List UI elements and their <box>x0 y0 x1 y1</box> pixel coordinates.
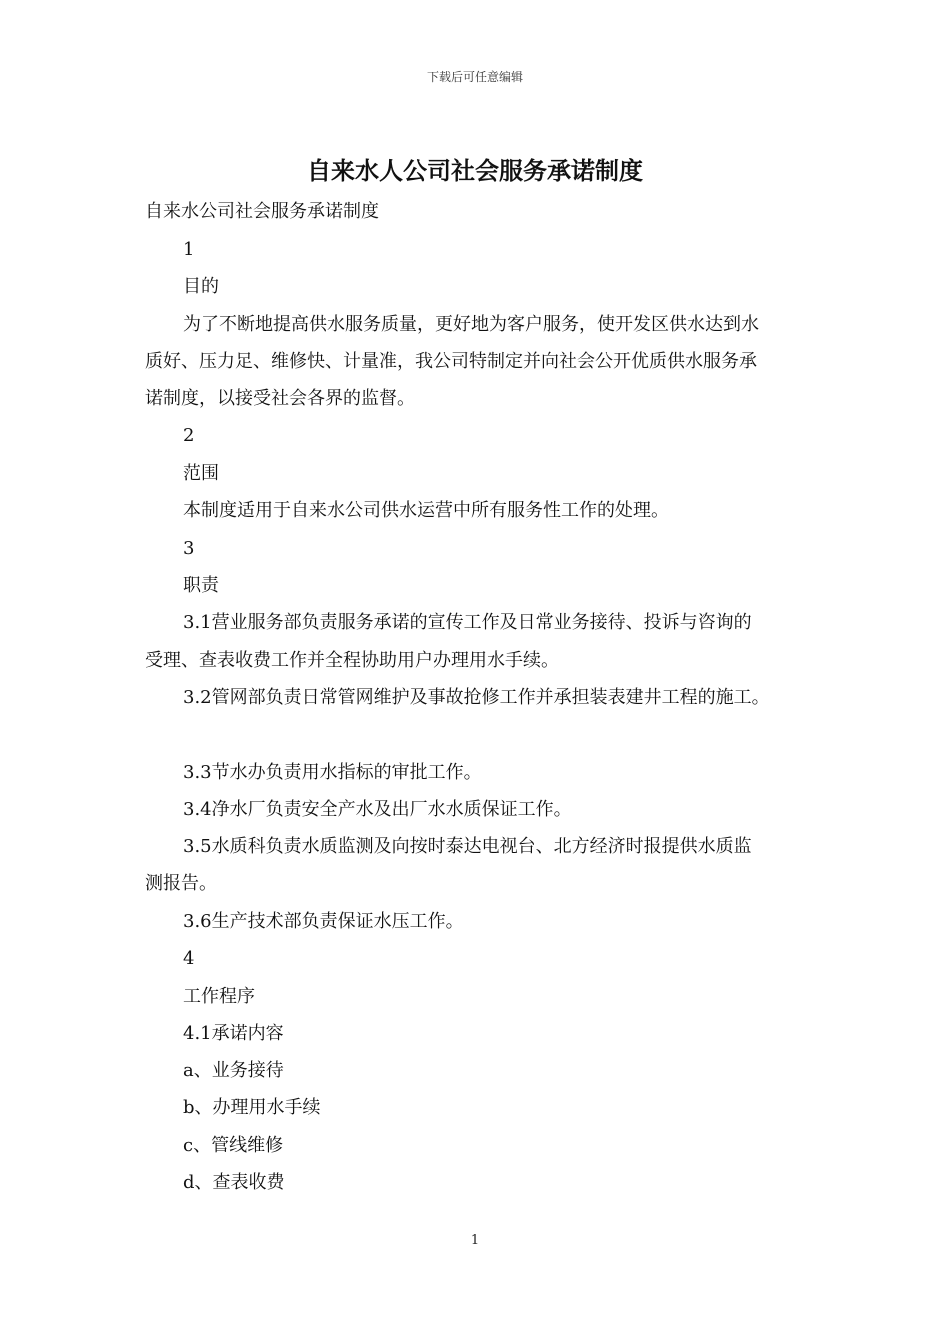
paragraph-line: 3.4净水厂负责安全产水及出厂水水质保证工作。 <box>183 799 572 820</box>
paragraph-line: 为了不断地提高供水服务质量，更好地为客户服务，使开发区供水达到水 <box>183 314 759 335</box>
paragraph-line: 诺制度，以接受社会各界的监督。 <box>145 388 415 409</box>
section-number: 2 <box>183 425 195 446</box>
section-heading: 范围 <box>183 463 219 484</box>
list-item: c、管线维修 <box>183 1135 284 1156</box>
subsection-heading: 4.1承诺内容 <box>183 1023 284 1044</box>
paragraph-line: 受理、查表收费工作并全程协助用户办理用水手续。 <box>145 650 559 671</box>
paragraph-line: 3.2管网部负责日常管网维护及事故抢修工作并承担装表建井工程的施工。 <box>183 687 770 708</box>
section-heading: 职责 <box>183 575 219 596</box>
header-note: 下载后可任意编辑 <box>426 70 523 84</box>
paragraph-line: 本制度适用于自来水公司供水运营中所有服务性工作的处理。 <box>183 500 669 521</box>
paragraph-line: 3.3节水办负责用水指标的审批工作。 <box>183 762 482 783</box>
page-number: 1 <box>470 1233 480 1248</box>
section-number: 1 <box>183 239 195 260</box>
list-item: a、业务接待 <box>183 1060 284 1081</box>
paragraph-line: 3.5水质科负责水质监测及向按时泰达电视台、北方经济时报提供水质监 <box>183 836 752 857</box>
list-item: d、查表收费 <box>183 1172 285 1193</box>
section-heading: 工作程序 <box>183 986 255 1007</box>
paragraph-line: 测报告。 <box>145 873 217 894</box>
document-title: 自来水人公司社会服务承诺制度 <box>307 157 643 185</box>
section-heading: 目的 <box>183 276 219 297</box>
paragraph-line: 3.1营业服务部负责服务承诺的宣传工作及日常业务接待、投诉与咨询的 <box>183 612 752 633</box>
list-item: b、办理用水手续 <box>183 1097 321 1118</box>
section-number: 4 <box>183 948 195 969</box>
document-subtitle: 自来水公司社会服务承诺制度 <box>145 201 379 222</box>
paragraph-line: 质好、压力足、维修快、计量准，我公司特制定并向社会公开优质供水服务承 <box>145 351 757 372</box>
paragraph-line: 3.6生产技术部负责保证水压工作。 <box>183 911 464 932</box>
section-number: 3 <box>183 538 195 559</box>
